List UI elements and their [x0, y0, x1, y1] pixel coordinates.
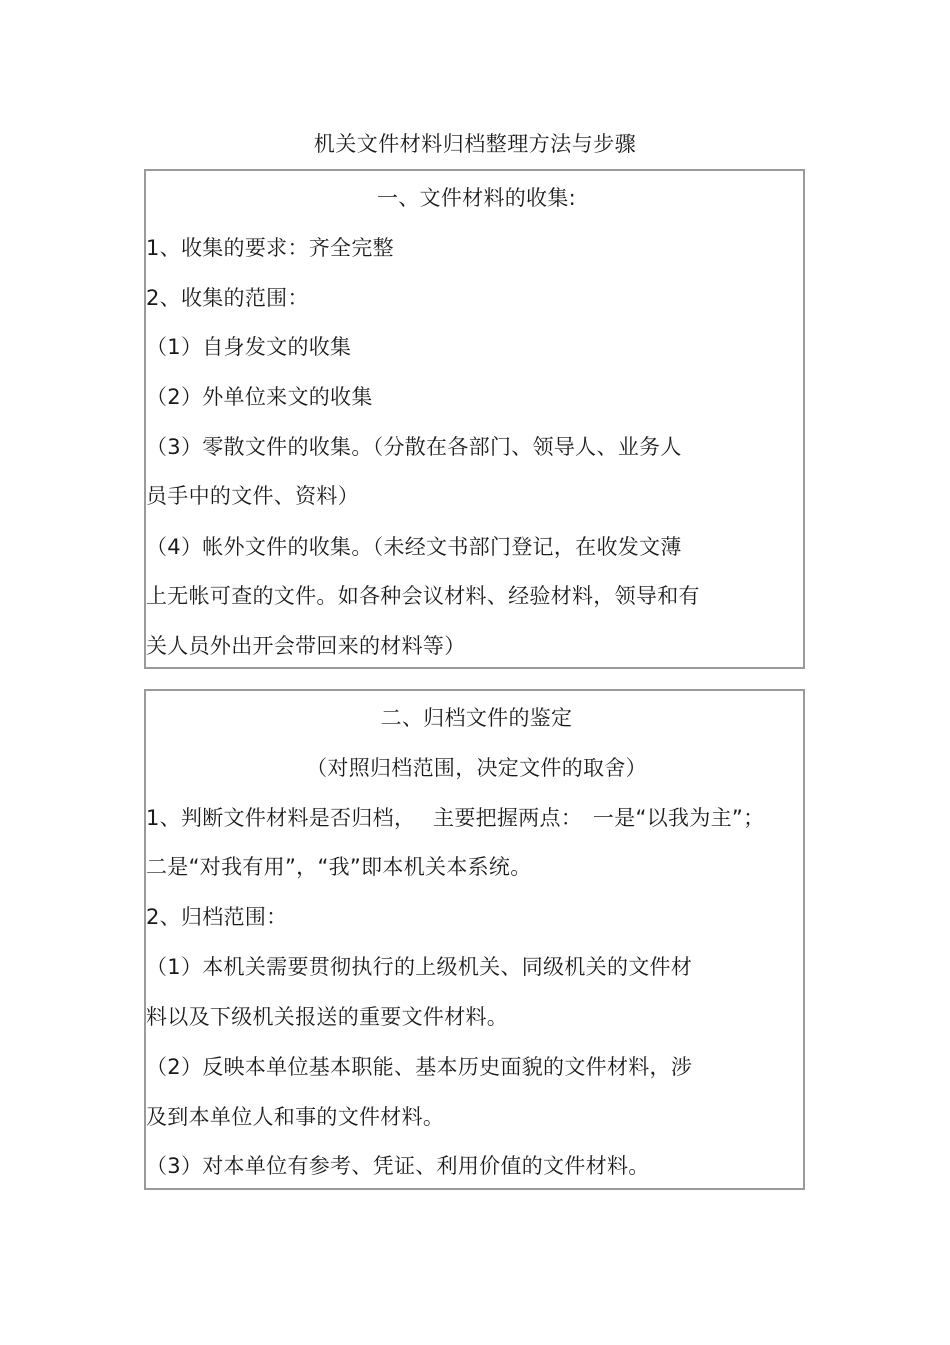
judgment-criteria: 1、判断文件材料是否归档， 主要把握两点： 一是“以我为主”； [146, 806, 765, 830]
collection-requirement: 1、收集的要求：齐全完整 [146, 236, 394, 260]
archive-item-1: （1）本机关需要贯彻执行的上级机关、同级机关的文件材 [146, 955, 693, 979]
document-title: 机关文件材料归档整理方法与步骤 [313, 132, 637, 156]
archive-item-2: （2）反映本单位基本职能、基本历史面貌的文件材料，涉 [146, 1055, 693, 1079]
judgment-criteria-cont: 二是“对我有用”，“我”即本机关本系统。 [146, 855, 532, 879]
section-subheading: （对照归档范围，决定文件的取舍） [306, 756, 647, 780]
scope-item-4-cont: 关人员外出开会带回来的材料等） [146, 634, 466, 658]
section-collection-box [144, 169, 805, 669]
scope-item-4-cont: 上无帐可查的文件。如各种会议材料、经验材料，领导和有 [146, 584, 700, 608]
scope-item-3: （3）零散文件的收集。（分散在各部门、领导人、业务人 [146, 435, 682, 459]
scope-item-4: （4）帐外文件的收集。（未经文书部门登记，在收发文薄 [146, 535, 682, 559]
archive-item-1-cont: 料以及下级机关报送的重要文件材料。 [146, 1005, 509, 1029]
archive-scope: 2、归档范围： [146, 905, 288, 929]
scope-item-3-cont: 员手中的文件、资料） [146, 484, 359, 508]
section-heading: 二、归档文件的鉴定 [380, 706, 573, 730]
archive-item-3: （3）对本单位有参考、凭证、利用价值的文件材料。 [146, 1154, 650, 1178]
scope-item-1: （1）自身发文的收集 [146, 335, 352, 359]
section-appraisal-box [144, 689, 805, 1190]
archive-item-2-cont: 及到本单位人和事的文件材料。 [146, 1105, 445, 1129]
collection-scope: 2、收集的范围： [146, 286, 309, 310]
scope-item-2: （2）外单位来文的收集 [146, 385, 373, 409]
section-heading: 一、文件材料的收集: [376, 186, 577, 210]
